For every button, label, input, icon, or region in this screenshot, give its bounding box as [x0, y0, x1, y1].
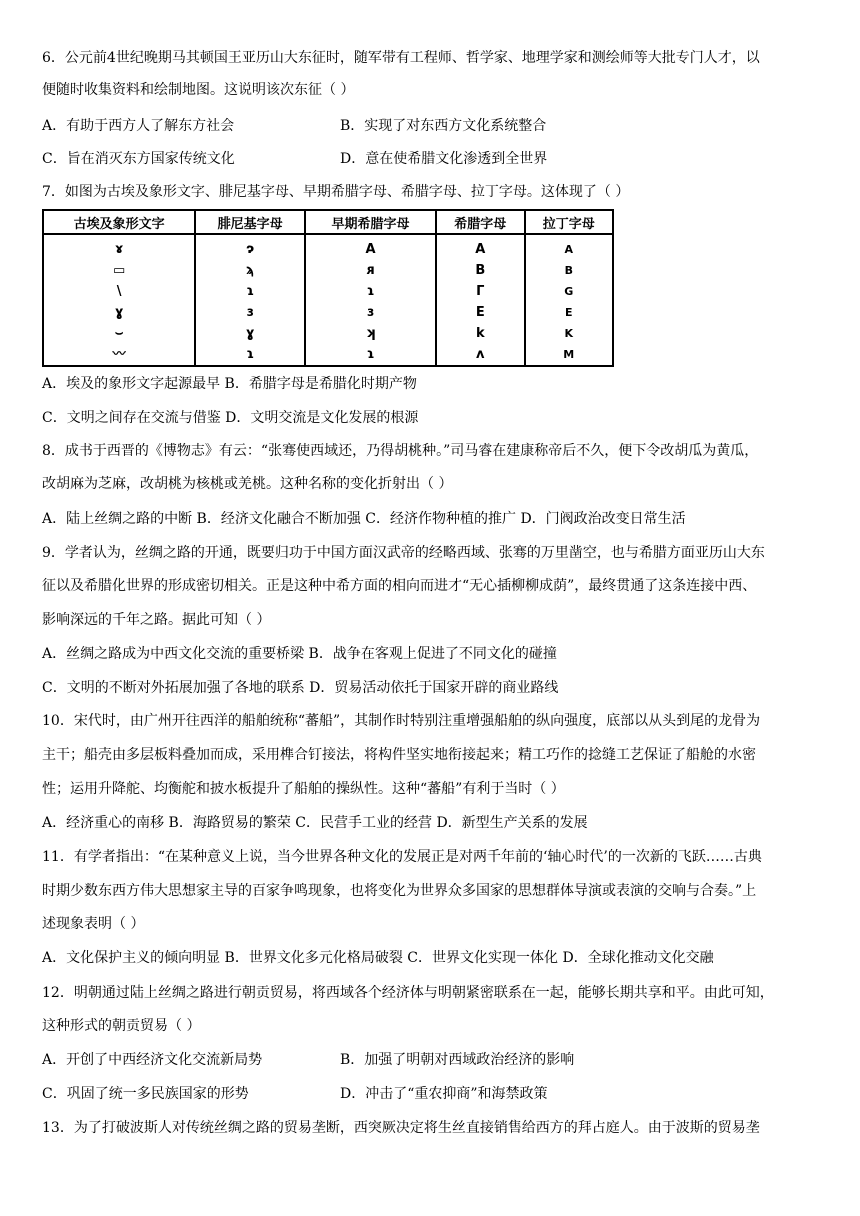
q7-options-ab: A．埃及的象形文字起源最早 B．希腊字母是希腊化时期产物	[42, 376, 417, 392]
glyph: ɂ	[246, 242, 255, 257]
q9-stem-line-2: 征以及希腊化世界的形成密切相关。正是这种中希方面的相向而进才“无心插柳柳成荫”，最终贯通了这条连接中西、	[42, 578, 757, 594]
header-egyptian: 古埃及象形文字	[43, 210, 195, 234]
glyph: E	[475, 305, 485, 320]
glyph: E	[565, 306, 573, 319]
q6-stem-line-1: 6．公元前4世纪晚期马其顿国王亚历山大东征时，随军带有工程师、哲学家、地理学家和测绘师等大批专门人才，以	[42, 50, 760, 66]
column-phoenician	[195, 234, 305, 366]
alphabet-table	[42, 209, 614, 367]
column-egyptian	[43, 234, 195, 366]
column-early-greek	[305, 234, 436, 366]
glyph: ʞ	[365, 326, 376, 341]
q11-stem-line-1: 11．有学者指出：“在某种意义上说，当今世界各种文化的发展正是对两千年前的‘轴心时代’的一次新的飞跃……古典	[42, 849, 762, 865]
header-greek: 希腊字母	[436, 210, 524, 234]
q12-option-a: A．开创了中西经济文化交流新局势	[42, 1052, 263, 1068]
q7-options-cd: C．文明之间存在交流与借鉴 D．文明交流是文化发展的根源	[42, 410, 419, 426]
q10-stem-line-2: 主干；船壳由多层板料叠加而成，采用榫合钉接法，将构件坚实地衔接起来；精工巧作的捻缝工艺保证了船舱的水密	[42, 747, 756, 763]
q6-option-b: B．实现了对东西方文化系统整合	[340, 118, 547, 134]
glyph: ɿ	[366, 284, 375, 299]
q10-options: A．经济重心的南移 B．海路贸易的繁荣 C．民营手工业的经营 D．新型生产关系的发展	[42, 815, 588, 831]
q6-option-a: A．有助于西方人了解东方社会	[42, 118, 235, 134]
glyph: ɤ	[115, 242, 124, 257]
glyph: ɜ	[246, 305, 254, 320]
glyph: ᴧ	[476, 347, 485, 362]
glyph: ⌣	[114, 326, 124, 341]
glyph: B	[475, 263, 486, 278]
glyph: A	[564, 243, 574, 256]
q6-option-c: C．旨在消灭东方国家传统文化	[42, 151, 235, 167]
glyph: ▭	[113, 263, 126, 278]
glyph: ɿ	[246, 284, 255, 299]
glyph: A	[365, 242, 376, 257]
q9-stem-line-1: 9．学者认为，丝绸之路的开通，既要归功于中国方面汉武帝的经略西域、张骞的万里凿空，也与希腊方面亚历山大东	[42, 545, 765, 561]
glyph: ɣ	[245, 326, 255, 341]
q12-option-c: C．巩固了统一多民族国家的形势	[42, 1086, 249, 1102]
q9-options-ab: A．丝绸之路成为中西文化交流的重要桥梁 B．战争在客观上促进了不同文化的碰撞	[42, 646, 557, 662]
glyph: ᴙ	[366, 263, 375, 278]
column-latin	[525, 234, 613, 366]
glyph: M	[563, 348, 575, 361]
glyph: ɿ	[366, 347, 375, 362]
q9-options-cd: C．文明的不断对外拓展加强了各地的联系 D．贸易活动依托于国家开辟的商业路线	[42, 680, 559, 696]
q12-option-b: B．加强了明朝对西域政治经济的影响	[340, 1052, 575, 1068]
q12-stem-line-2: 这种形式的朝贡贸易（ ）	[42, 1018, 201, 1034]
glyph: Γ	[476, 284, 485, 299]
q11-stem-line-2: 时期少数东西方伟大思想家主导的百家争鸣现象，也将变化为世界众多国家的思想群体导演或表演的交响与合奏。”上	[42, 883, 757, 899]
q7-stem-line-1: 7．如图为古埃及象形文字、腓尼基字母、早期希腊字母、希腊字母、拉丁字母。这体现了（ ）	[42, 184, 630, 200]
q8-options: A．陆上丝绸之路的中断 B．经济文化融合不断加强 C．经济作物种植的推广 D．门阀政治改变日常生活	[42, 511, 686, 527]
q8-stem-line-1: 8．成书于西晋的《博物志》有云：“张骞使西域还，乃得胡桃种。”司马睿在建康称帝后不久，便下令改胡瓜为黄瓜，	[42, 443, 759, 459]
q8-stem-line-2: 改胡麻为芝麻，改胡桃为核桃或羌桃。这种名称的变化折射出（ ）	[42, 476, 453, 492]
glyph: ɿ	[246, 347, 255, 362]
header-early-greek: 早期希腊字母	[305, 210, 436, 234]
q9-stem-line-3: 影响深远的千年之路。据此可知（ ）	[42, 612, 271, 628]
q11-options: A．文化保护主义的倾向明显 B．世界文化多元化格局破裂 C．世界文化实现一体化 D．全球化推动文化交融	[42, 950, 714, 966]
glyph: B	[564, 264, 573, 277]
q13-stem-line-1: 13．为了打破波斯人对传统丝绸之路的贸易垄断，西突厥决定将生丝直接销售给西方的拜占庭人。由于波斯的贸易垄	[42, 1120, 760, 1136]
column-greek	[436, 234, 524, 366]
glyph: G	[564, 285, 574, 298]
glyph: k	[475, 326, 485, 341]
glyph: \	[116, 284, 122, 299]
q6-stem-line-2: 便随时收集资料和绘制地图。这说明该次东征（ ）	[42, 82, 355, 98]
q12-option-d: D．冲击了“重农抑商”和海禁政策	[340, 1086, 548, 1102]
header-latin: 拉丁字母	[525, 210, 613, 234]
q11-stem-line-3: 述现象表明（ ）	[42, 916, 145, 932]
glyph: ɣ	[114, 305, 124, 320]
q10-stem-line-1: 10．宋代时，由广州开往西洋的船舶统称“蕃船”，其制作时特别注重增强船舶的纵向强度，底部以从头到尾的龙骨为	[42, 713, 761, 729]
header-phoenician: 腓尼基字母	[195, 210, 305, 234]
q6-option-d: D．意在使希腊文化渗透到全世界	[340, 151, 548, 167]
glyph: A	[475, 242, 486, 257]
q12-stem-line-1: 12．明朝通过陆上丝绸之路进行朝贡贸易，将西域各个经济体与明朝紧密联系在一起，能够长期共享和平。由此可知，	[42, 985, 774, 1001]
glyph: K	[564, 327, 574, 340]
glyph: ϡ	[246, 263, 255, 278]
glyph: ɜ	[367, 305, 375, 320]
glyph: 〰	[112, 347, 126, 362]
q10-stem-line-3: 性；运用升降舵、均衡舵和披水板提升了船舶的操纵性。这种“蕃船”有利于当时（ ）	[42, 781, 565, 797]
